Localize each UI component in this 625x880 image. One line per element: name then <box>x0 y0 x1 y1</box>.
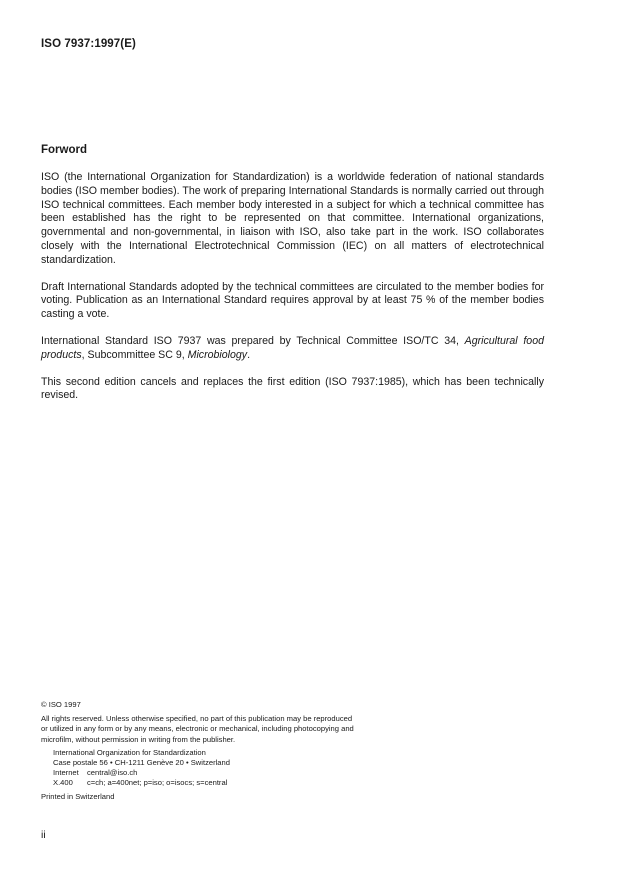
page-number: ii <box>41 829 46 841</box>
paragraph-text: . <box>247 348 251 361</box>
rights-line: All rights reserved. Unless otherwise specified, no part of this publication may be reproduced <box>41 714 353 724</box>
internet-value: central@iso.ch <box>87 768 138 778</box>
org-name: International Organization for Standardization <box>53 747 206 757</box>
paragraph: ISO (the International Organization for Standardization) is a worldwide federation of national standards bodies (ISO member bodies). The work of preparing International Standards is normally carried out through ISO technical committees. Each member body interested in a subject for which a technical committee has been established has the right to be represented on that committee. International organizations, governmental and non-governmental, in liaison with ISO, also take part in the work. ISO collaborates closely with the International Electrotechnical Commission (IEC) on all matters of electrotechnical standardization. <box>41 171 544 266</box>
subcommittee-title: Microbiology <box>187 348 248 361</box>
rights-statement <box>41 714 401 745</box>
rights-line: or utilized in any form or by any means, electronic or mechanical, including photocopying and <box>41 724 354 734</box>
paragraph-text: International Standard ISO 7937 was prepared by Technical Committee ISO/TC 34, <box>41 334 465 347</box>
document-id: ISO 7937:1997(E) <box>41 38 136 50</box>
publisher-address <box>41 748 401 789</box>
x400-row <box>53 778 401 788</box>
internet-row <box>53 768 401 778</box>
internet-label: Internet <box>53 768 79 778</box>
printed-in: Printed in Switzerland <box>41 791 115 801</box>
paragraph: This second edition cancels and replaces the first edition (ISO 7937:1985), which has been technically revised. <box>41 375 544 402</box>
foreword-body <box>41 171 544 416</box>
paragraph: Draft International Standards adopted by the technical committees are circulated to the member bodies for voting. Publication as an International Standard requires approval by at least 75 % of the member bodies casting a vote. <box>41 280 544 321</box>
copyright-block <box>41 700 401 802</box>
paragraph <box>41 335 544 363</box>
postal-address: Case postale 56 • CH-1211 Genève 20 • Switzerland <box>53 758 230 768</box>
section-title: Forword <box>41 144 87 156</box>
x400-value: c=ch; a=400net; p=iso; o=isocs; s=central <box>87 778 228 788</box>
copyright-notice: © ISO 1997 <box>41 700 81 709</box>
committee-title: Agricultural food products <box>41 334 544 361</box>
x400-label: X.400 <box>53 778 73 788</box>
rights-line: microfilm, without permission in writing from the publisher. <box>41 734 236 744</box>
paragraph-text: , Subcommittee SC 9, <box>81 348 188 361</box>
